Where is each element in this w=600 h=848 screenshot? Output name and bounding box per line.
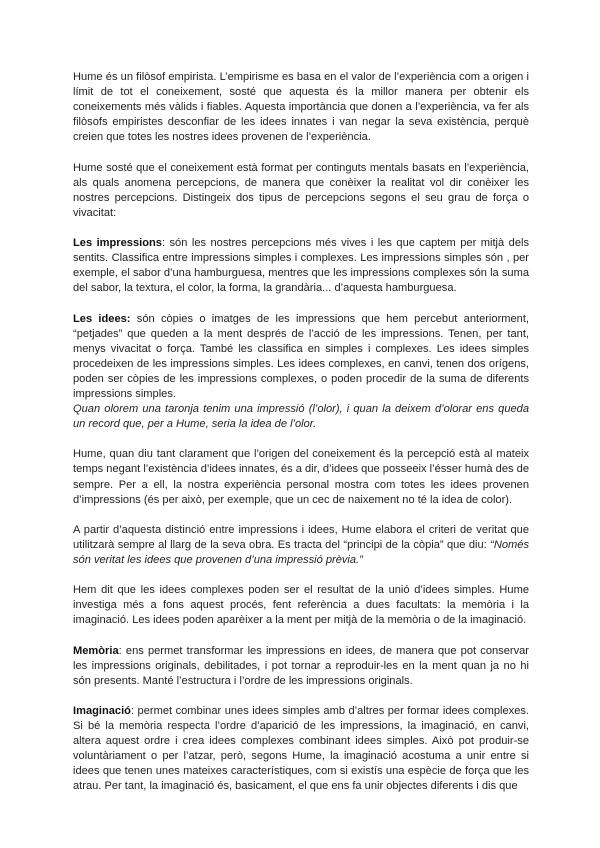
paragraph-intro: Hume és un filòsof empirista. L’empirisme es basa en el valor de l’experiència com a origen i límit de tot el coneixement, sosté que aquesta és la millor manera per obtenir els coneixements més vàlids i fiables. Aquesta importància que donen a l’experiència, va fer als filòsofs empiristes desconfiar de les idees innates i van negar la seva existència, perquè creien que totes les nostres idees provenen de l’experiència. — [73, 71, 529, 144]
paragraph-impressions — [73, 236, 529, 296]
paragraph-criterion — [73, 523, 529, 568]
paragraph-imagination — [73, 704, 529, 795]
imagination-definition: : permet combinar unes idees simples amb d’altres per formar idees complexes. Si bé la memòria respecta l’ordre d’aparició de les impressions, la imaginació, en canvi, altera aquest ordre i crea idees complexes combinant idees simples. Això pot produir-se voluntàriament o per l’atzar, però, segons Hume, la imaginació acostuma a unir entre si idees que tenen unes mateixes característiques, com si existís una espècie de força que les atrau. Per tant, la imaginació és, basicament, el que ens fa unir objectes diferents i dis que — [73, 704, 529, 793]
memory-definition: : ens permet transformar les impressions en idees, de manera que pot conservar les impressions originals, debilitades, i pot tornar a reproduir-les en la ment quan ja no hi són presents. Manté l’estructura i l’ordre de les impressions originals. — [73, 644, 529, 687]
paragraph-complex-ideas: Hem dit que les idees complexes poden ser el resultat de la unió d’idees simples. Hume investiga més a fons aquest procés, fent referència a dues facultats: la memòria i la imaginació. Les idees poden aparèixer a la ment per mitjà de la memòria o de la imaginació. — [73, 584, 529, 627]
term-imagination: Imaginació — [73, 704, 131, 717]
term-memory: Memòria — [73, 644, 119, 657]
paragraph-origin: Hume, quan diu tant clarament que l’origen del coneixement és la percepció està al mateix temps negant l’existència d’idees innates, és a dir, d’idees que posseeix l’ésser humà des de sempre. Per a ell, la nostra experiència personal mostra com totes les idees provenen d’impressions (és per això, per exemple, que un cec de naixement no té la idea de color). — [73, 448, 529, 506]
criterion-text: A partir d’aquesta distinció entre impressions i idees, Hume elabora el criteri de veritat que utilitzarà sempre al llarg de la seva obra. Es tracta del “principi de la còpia” que diu: — [73, 523, 529, 551]
paragraph-memory — [73, 644, 529, 689]
ideas-definition: són còpies o imatges de les impressions que hem percebut anteriorment, “petjades” que queden a la ment després de l’acció de les impressions. Tenen, per tant, menys vivacitat o força. També les classifica en simples i complexes. Les idees simples procedeixen de les impressions simples. Les idees complexes, en canvi, tenen dos orígens, poden ser còpies de les impressions complexes, o poden procedir de la suma de diferents impressions simples. — [73, 312, 530, 400]
document-page — [73, 70, 529, 810]
paragraph-ideas — [73, 312, 529, 433]
paragraph-perceptions: Hume sosté que el coneixement està format per continguts mentals basats en l’experiència, als quals anomena percepcions, de manera que conèixer la realitat vol dir conèixer les nostres percepcions. Distingeix dos tipus de percepcions segons el seu grau de força o vivacitat: — [73, 161, 529, 219]
term-impressions: Les impressions — [73, 237, 162, 250]
term-ideas: Les idees: — [73, 312, 131, 325]
criterion-quote: “Només són veritat les idees que provenen d’una impressió prèvia.” — [73, 538, 529, 566]
impressions-definition: : són les nostres percepcions més vives i les que captem per mitjà dels sentits. Classifica entre impressions simples i complexes. Les impressions simples són , per exemple, el sabor d’una hamburguesa, mentres que les impressions complexes són la suma del sabor, la textura, el color, la forma, la grandària... d’aquesta hamburguesa. — [73, 237, 529, 295]
ideas-example: Quan olorem una taronja tenim una impressió (l’olor), i quan la deixem d’olorar ens queda un record que, per a Hume, seria la idea de l’olor. — [73, 403, 529, 431]
